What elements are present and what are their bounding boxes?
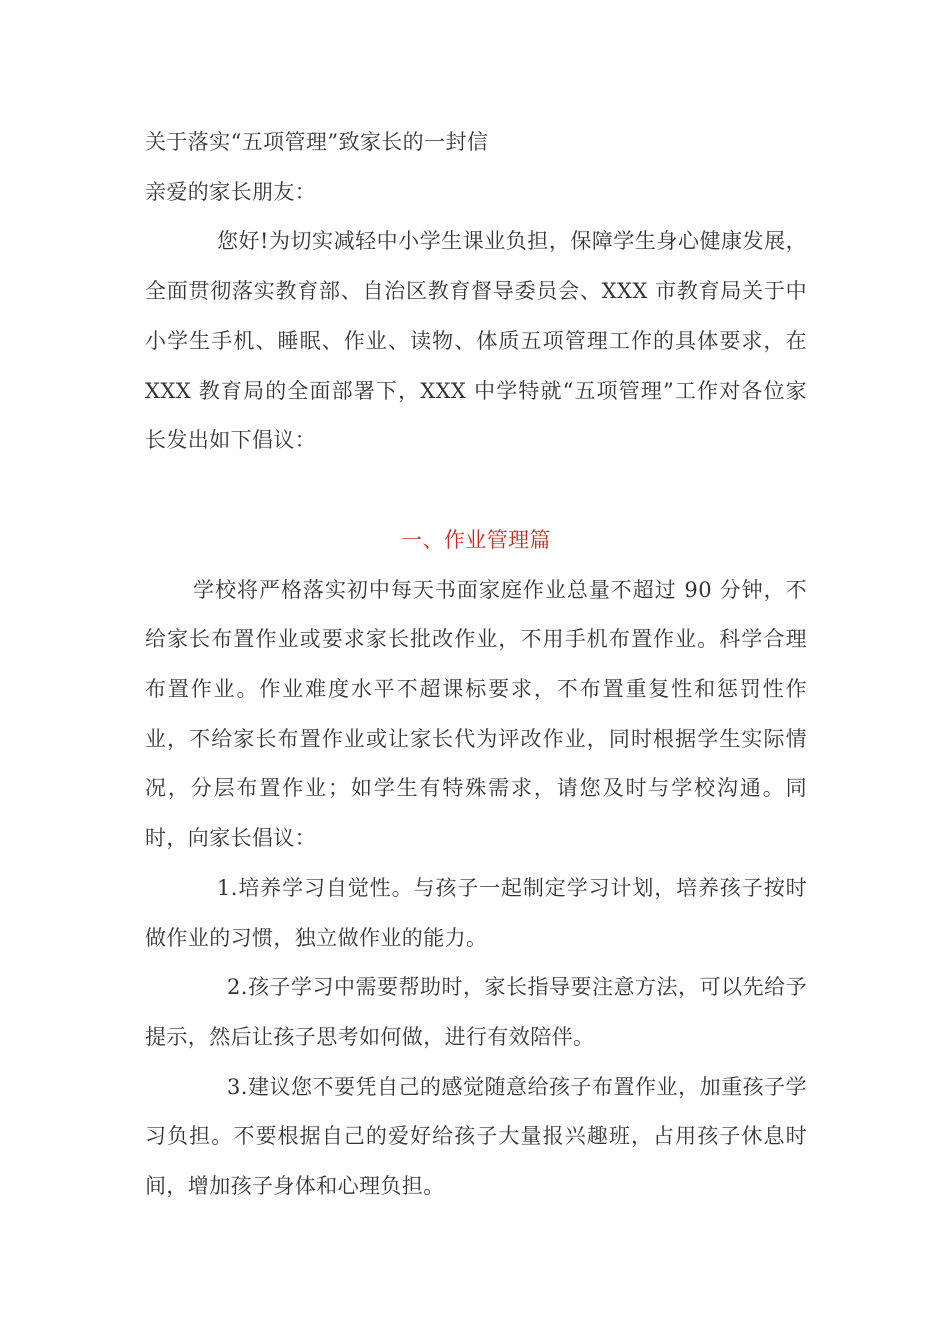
section-heading-homework: 一、作业管理篇 bbox=[401, 527, 551, 552]
homework-paragraph: 学校将严格落实初中每天书面家庭作业总量不超过 90 分钟，不给家长布置作业或要求家长批改作业，不用手机布置作业。科学合理布置作业。作业难度水平不超课标要求，不布置重复性和惩罚性作业，不给家长布置作业或让家长代为评改作业，同时根据学生实际情况，分层布置作业；如学生有特殊需求，请您及时与学校沟通。同时，向家长倡议： bbox=[145, 577, 807, 851]
salutation: 亲爱的家长朋友： bbox=[145, 179, 317, 204]
homework-item-2: 2.孩子学习中需要帮助时，家长指导要注意方法，可以先给予提示，然后让孩子思考如何做，进行有效陪伴。 bbox=[145, 975, 807, 1049]
letter-title: 关于落实“五项管理”致家长的一封信 bbox=[145, 130, 489, 154]
homework-item-3: 3.建议您不要凭自己的感觉随意给孩子布置作业，加重孩子学习负担。不要根据自己的爱好给孩子大量报兴趣班，占用孩子休息时间，增加孩子身体和心理负担。 bbox=[145, 1074, 807, 1199]
letter-body bbox=[145, 118, 807, 1212]
homework-item-1: 1.培养学习自觉性。与孩子一起制定学习计划，培养孩子按时做作业的习惯，独立做作业的能力。 bbox=[145, 875, 807, 950]
section-spacer bbox=[145, 466, 807, 516]
intro-paragraph: 您好!为切实减轻中小学生课业负担，保障学生身心健康发展，全面贯彻落实教育部、自治区教育督导委员会、XXX 市教育局关于中小学生手机、睡眠、作业、读物、体质五项管理工作的具体要求，在 XXX 教育局的全面部署下，XXX 中学特就“五项管理”工作对各位家长发出如下倡议： bbox=[145, 229, 807, 453]
